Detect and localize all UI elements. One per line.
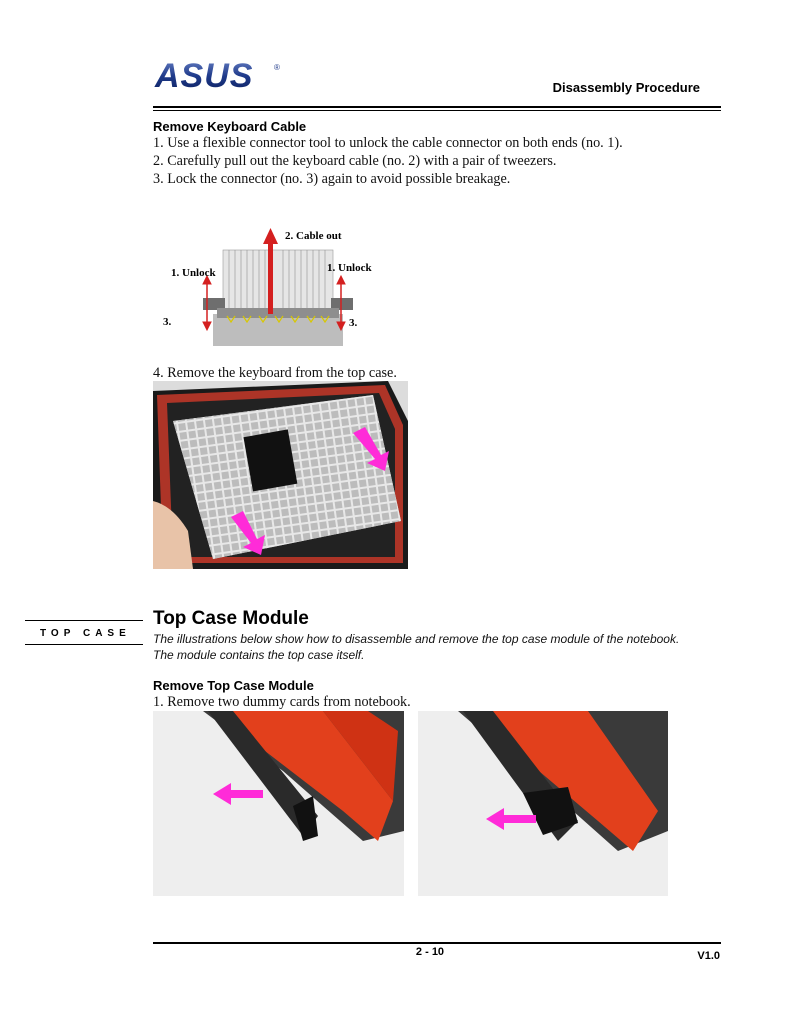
top-case-intro: [153, 631, 713, 663]
keyboard-removal-photo: [153, 381, 408, 569]
keyboard-cable-photo: [243, 429, 297, 491]
side-tab-label: TOP CASE: [40, 628, 131, 639]
top-case-intro-line-2: The module contains the top case itself.: [153, 648, 365, 662]
side-tab-rule-bottom: [25, 644, 143, 645]
header-rule: [153, 106, 721, 108]
dummy-card-photo-right: [418, 711, 668, 896]
svg-text:®: ®: [274, 63, 280, 72]
unlock-left-label: 1. Unlock: [171, 267, 216, 279]
page-number: 2 - 10: [415, 946, 445, 958]
asus-logo: [153, 56, 283, 96]
page-header-title: Disassembly Procedure: [552, 80, 700, 95]
keyboard-cable-steps: [153, 134, 623, 188]
header-rule-thin: [153, 110, 721, 111]
unlock-right-label: 1. Unlock: [327, 262, 372, 274]
cable-out-label: 2. Cable out: [285, 230, 342, 242]
connector-diagram: [155, 222, 395, 352]
lock-left-label: 3.: [163, 316, 172, 328]
remove-top-case-heading: Remove Top Case Module: [153, 678, 314, 693]
lock-right-label: 3.: [349, 317, 358, 329]
remove-top-case-step-1: 1. Remove two dummy cards from notebook.: [153, 694, 411, 710]
version-label: V1.0: [697, 950, 720, 962]
top-case-title: Top Case Module: [153, 608, 309, 629]
keyboard-cable-step-2: 2. Carefully pull out the keyboard cable (no. 2) with a pair of tweezers.: [153, 153, 557, 169]
dummy-card-photo-left: [153, 711, 404, 896]
side-tab-rule-top: [25, 620, 143, 621]
keyboard-cable-step-4: 4. Remove the keyboard from the top case.: [153, 365, 397, 381]
keyboard-cable-step-1: 1. Use a flexible connector tool to unlock the cable connector on both ends (no. 1).: [153, 135, 623, 151]
asus-logo-text: ASUS: [155, 57, 254, 95]
keyboard-cable-step-3: 3. Lock the connector (no. 3) again to avoid possible breakage.: [153, 171, 511, 187]
ribbon-cable: [223, 250, 333, 316]
top-case-intro-line-1: The illustrations below show how to disassemble and remove the top case module of the notebook.: [153, 632, 680, 646]
footer-rule: [153, 942, 721, 944]
keyboard-cable-heading: Remove Keyboard Cable: [153, 119, 307, 134]
